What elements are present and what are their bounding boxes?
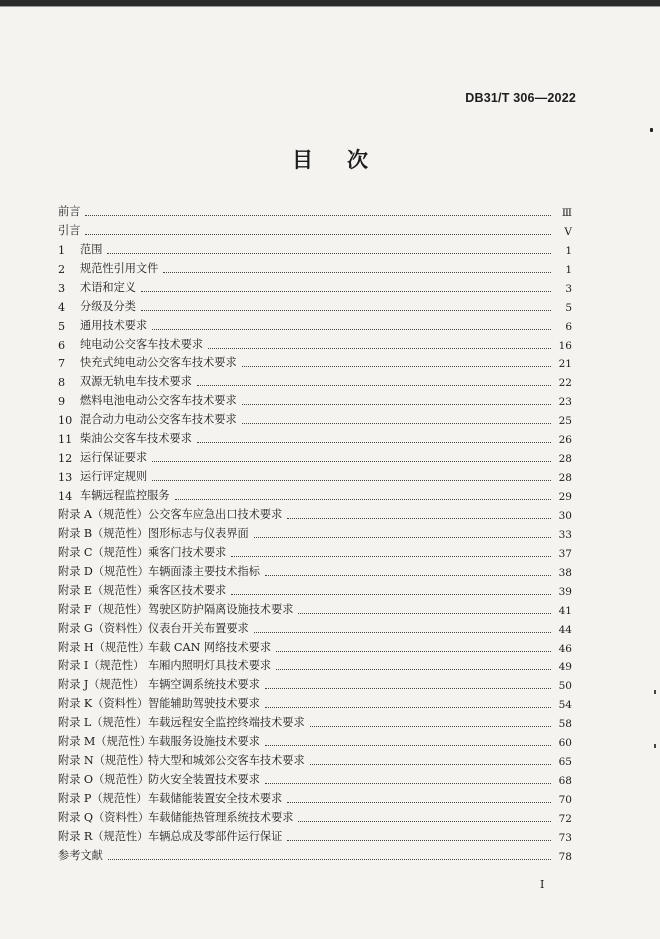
toc-entry-number: 6 xyxy=(58,338,66,352)
toc-entry-label: 车载远程安全监控终端技术要求 xyxy=(148,716,305,730)
toc-entry-label: 车载 CAN 网络技术要求 xyxy=(148,640,272,654)
toc-entry[interactable] xyxy=(58,333,572,352)
toc-dot-leader xyxy=(141,291,551,292)
toc-entry-label: 双源无轨电车技术要求 xyxy=(80,375,192,389)
toc-dot-leader xyxy=(298,821,551,822)
toc-entry-label: 图形标志与仪表界面 xyxy=(148,526,249,540)
toc-entry-label: 混合动力电动公交客车技术要求 xyxy=(80,413,237,427)
toc-entry-label: 前言 xyxy=(58,204,81,218)
toc-entry[interactable] xyxy=(58,427,572,446)
toc-entry[interactable] xyxy=(58,730,572,749)
toc-entry[interactable] xyxy=(58,200,572,219)
toc-entry-number: 9 xyxy=(58,395,66,409)
toc-entry-page: 37 xyxy=(558,547,572,560)
toc-entry-page: 1 xyxy=(565,244,572,257)
toc-entry-annex: 附录 J（规范性） xyxy=(58,678,145,692)
toc-entry-page: 5 xyxy=(565,301,572,314)
toc-dot-leader xyxy=(163,272,551,273)
toc-entry[interactable] xyxy=(58,503,572,522)
toc-entry-label: 车辆总成及零部件运行保证 xyxy=(148,829,283,843)
toc-entry-page: 25 xyxy=(558,415,572,428)
page-title: 目次 xyxy=(292,147,402,172)
toc-entry[interactable] xyxy=(58,787,572,806)
toc-entry-label: 仪表台开关布置要求 xyxy=(148,621,249,635)
toc-dot-leader xyxy=(298,613,551,614)
toc-entry[interactable] xyxy=(58,579,572,598)
toc-entry-label: 车载服务设施技术要求 xyxy=(148,735,260,749)
toc-entry-label: 运行保证要求 xyxy=(80,451,148,465)
toc-entry-page: 22 xyxy=(558,377,572,390)
toc-dot-leader xyxy=(175,499,551,500)
toc-entry-number: 5 xyxy=(58,319,66,333)
table-of-contents xyxy=(58,200,572,863)
toc-entry[interactable] xyxy=(58,617,572,636)
toc-entry-label: 术语和定义 xyxy=(80,280,136,294)
toc-dot-leader xyxy=(265,688,551,689)
toc-entry[interactable] xyxy=(58,314,572,333)
toc-entry-page: 68 xyxy=(558,775,572,788)
toc-dot-leader xyxy=(231,594,551,595)
toc-entry-annex: 附录 C（规范性） xyxy=(58,545,149,559)
toc-entry-number: 10 xyxy=(58,414,73,428)
toc-entry-label: 车载储能热管理系统技术要求 xyxy=(148,810,294,824)
toc-entry-annex: 附录 O（规范性） xyxy=(58,773,150,787)
toc-entry-page: 39 xyxy=(558,585,572,598)
toc-entry-page: 28 xyxy=(558,472,572,485)
toc-entry-page: 6 xyxy=(565,320,572,333)
toc-entry-page: 29 xyxy=(558,491,572,503)
toc-entry-annex: 附录 K（资料性） xyxy=(58,697,149,711)
toc-entry[interactable] xyxy=(58,806,572,825)
toc-dot-leader xyxy=(85,215,551,216)
toc-entry-number: 3 xyxy=(58,281,66,295)
toc-entry-number: 7 xyxy=(58,357,66,371)
toc-entry-label: 驾驶区防护隔离设施技术要求 xyxy=(148,602,294,616)
toc-dot-leader xyxy=(276,651,551,652)
toc-dot-leader xyxy=(231,556,551,557)
toc-entry-annex: 附录 E（规范性） xyxy=(58,583,149,597)
toc-entry-label: 纯电动公交客车技术要求 xyxy=(80,337,204,351)
toc-entry-label: 公交客车应急出口技术要求 xyxy=(148,507,283,521)
toc-entry-label: 车载储能装置安全技术要求 xyxy=(148,792,283,805)
toc-entry[interactable] xyxy=(58,295,572,314)
toc-entry-label: 防火安全装置技术要求 xyxy=(148,773,260,787)
toc-entry-page: 46 xyxy=(558,642,572,655)
toc-entry-page: 41 xyxy=(558,604,572,617)
toc-entry-label: 车辆空调系统技术要求 xyxy=(148,678,260,692)
toc-entry[interactable] xyxy=(58,825,572,844)
toc-entry-label: 参考文献 xyxy=(58,848,103,862)
toc-dot-leader xyxy=(265,745,551,746)
toc-entry-label: 特大型和城郊公交客车技术要求 xyxy=(148,754,305,768)
toc-entry[interactable] xyxy=(58,711,572,730)
toc-entry-page: 65 xyxy=(558,756,572,769)
toc-entry-annex: 附录 N（规范性） xyxy=(58,754,150,768)
toc-entry-number: 12 xyxy=(58,452,73,466)
toc-entry-annex: 附录 I（规范性） xyxy=(58,659,145,673)
toc-entry[interactable] xyxy=(58,522,572,541)
toc-entry[interactable] xyxy=(58,370,572,389)
scan-speck xyxy=(654,744,656,748)
toc-dot-leader xyxy=(254,632,551,633)
toc-entry-page: 72 xyxy=(558,812,572,825)
toc-entry[interactable] xyxy=(58,352,572,371)
document-number: DB31/T 306—2022 xyxy=(465,91,576,105)
toc-entry[interactable] xyxy=(58,219,572,238)
toc-entry-annex: 附录 F（规范性） xyxy=(58,602,148,616)
toc-dot-leader xyxy=(265,707,551,708)
toc-entry[interactable] xyxy=(58,465,572,484)
toc-dot-leader xyxy=(287,802,551,803)
toc-entry-label: 车辆远程监控服务 xyxy=(80,489,170,502)
toc-dot-leader xyxy=(152,461,551,462)
toc-entry[interactable] xyxy=(58,673,572,692)
toc-entry-annex: 附录 G（资料性） xyxy=(58,621,149,635)
toc-entry-label: 引言 xyxy=(58,223,81,237)
toc-entry[interactable] xyxy=(58,389,572,408)
toc-dot-leader xyxy=(287,840,551,841)
toc-entry-page: Ⅴ xyxy=(564,225,572,238)
toc-dot-leader xyxy=(265,575,551,576)
toc-dot-leader xyxy=(208,348,551,349)
scan-top-edge-shadow xyxy=(0,6,660,7)
toc-entry-page: 23 xyxy=(558,396,572,409)
toc-entry-label: 乘客门技术要求 xyxy=(148,545,227,559)
toc-entry[interactable] xyxy=(58,844,572,863)
toc-entry-page: 78 xyxy=(558,850,572,863)
toc-entry-page: 70 xyxy=(558,794,572,806)
toc-entry-label: 分级及分类 xyxy=(80,299,136,313)
toc-dot-leader xyxy=(276,669,551,670)
toc-dot-leader xyxy=(107,253,551,254)
toc-entry-page: 33 xyxy=(558,528,572,541)
toc-entry-label: 柴油公交客车技术要求 xyxy=(80,432,192,446)
toc-entry-number: 14 xyxy=(58,490,73,503)
toc-entry-page: 21 xyxy=(558,358,572,371)
toc-entry-label: 范围 xyxy=(80,242,103,256)
toc-entry-number: 8 xyxy=(58,376,66,390)
toc-entry-page: 60 xyxy=(558,737,572,750)
toc-entry-annex: 附录 R（规范性） xyxy=(58,829,149,843)
toc-dot-leader xyxy=(141,310,551,311)
toc-entry-annex: 附录 Q（资料性） xyxy=(58,810,150,824)
toc-entry-annex: 附录 H（规范性） xyxy=(58,640,150,654)
toc-entry-page: 16 xyxy=(558,339,572,352)
toc-dot-leader xyxy=(287,518,551,519)
toc-entry-annex: 附录 P（规范性） xyxy=(58,792,148,805)
toc-entry-annex: 附录 A（规范性） xyxy=(58,507,148,521)
toc-entry-number: 1 xyxy=(58,243,66,257)
toc-entry[interactable] xyxy=(58,541,572,560)
toc-entry-label: 通用技术要求 xyxy=(80,318,148,332)
toc-entry[interactable] xyxy=(58,655,572,674)
toc-entry-label: 车辆面漆主要技术指标 xyxy=(148,564,260,578)
toc-entry[interactable] xyxy=(58,560,572,579)
toc-entry-number: 4 xyxy=(58,300,66,314)
toc-entry[interactable] xyxy=(58,484,572,503)
toc-entry-page: 73 xyxy=(558,831,572,844)
toc-dot-leader xyxy=(265,783,551,784)
toc-entry-label: 快充式纯电动公交客车技术要求 xyxy=(80,356,237,370)
toc-entry-annex: 附录 L（规范性） xyxy=(58,716,148,730)
toc-entry-page: 30 xyxy=(558,509,572,522)
toc-entry[interactable] xyxy=(58,238,572,257)
scan-speck xyxy=(654,690,656,694)
toc-entry-label: 智能辅助驾驶技术要求 xyxy=(148,697,260,711)
toc-entry[interactable] xyxy=(58,768,572,787)
toc-entry[interactable] xyxy=(58,257,572,276)
toc-dot-leader xyxy=(310,764,551,765)
toc-entry-page: 3 xyxy=(565,282,572,295)
toc-entry-page: 50 xyxy=(558,680,572,693)
toc-entry-page: 58 xyxy=(558,718,572,731)
toc-dot-leader xyxy=(152,480,551,481)
toc-entry[interactable] xyxy=(58,408,572,427)
toc-dot-leader xyxy=(152,329,551,330)
toc-dot-leader xyxy=(310,726,551,727)
toc-dot-leader xyxy=(85,234,551,235)
toc-entry[interactable] xyxy=(58,636,572,655)
toc-entry[interactable] xyxy=(58,446,572,465)
toc-entry-page: 44 xyxy=(558,623,572,636)
toc-entry-page: 54 xyxy=(558,699,572,712)
toc-entry-label: 运行评定规则 xyxy=(80,470,148,484)
toc-dot-leader xyxy=(242,366,551,367)
toc-entry[interactable] xyxy=(58,276,572,295)
toc-dot-leader xyxy=(197,442,551,443)
toc-dot-leader xyxy=(197,385,551,386)
toc-entry-label: 燃料电池电动公交客车技术要求 xyxy=(80,394,237,408)
toc-entry-page: 49 xyxy=(558,661,572,674)
scan-speck xyxy=(650,128,653,132)
toc-entry-annex: 附录 B（规范性） xyxy=(58,526,149,540)
toc-entry-page: 28 xyxy=(558,453,572,466)
toc-entry-number: 2 xyxy=(58,262,66,276)
toc-entry[interactable] xyxy=(58,749,572,768)
toc-entry-page: 1 xyxy=(565,263,572,276)
toc-entry[interactable] xyxy=(58,598,572,617)
toc-entry-annex: 附录 D（规范性） xyxy=(58,564,149,578)
toc-entry-number: 11 xyxy=(58,433,73,447)
toc-entry-label: 规范性引用文件 xyxy=(80,261,159,275)
toc-dot-leader xyxy=(254,537,551,538)
page-number: I xyxy=(540,878,545,891)
toc-entry-label: 乘客区技术要求 xyxy=(148,583,227,597)
toc-entry[interactable] xyxy=(58,692,572,711)
toc-entry-page: Ⅲ xyxy=(561,206,572,219)
toc-dot-leader xyxy=(108,859,551,860)
toc-entry-label: 车厢内照明灯具技术要求 xyxy=(148,659,272,673)
toc-entry-number: 13 xyxy=(58,471,73,485)
toc-entry-annex: 附录 M（规范性） xyxy=(58,735,152,749)
toc-entry-page: 26 xyxy=(558,434,572,447)
toc-dot-leader xyxy=(242,404,551,405)
toc-entry-page: 38 xyxy=(558,566,572,579)
toc-dot-leader xyxy=(242,423,551,424)
